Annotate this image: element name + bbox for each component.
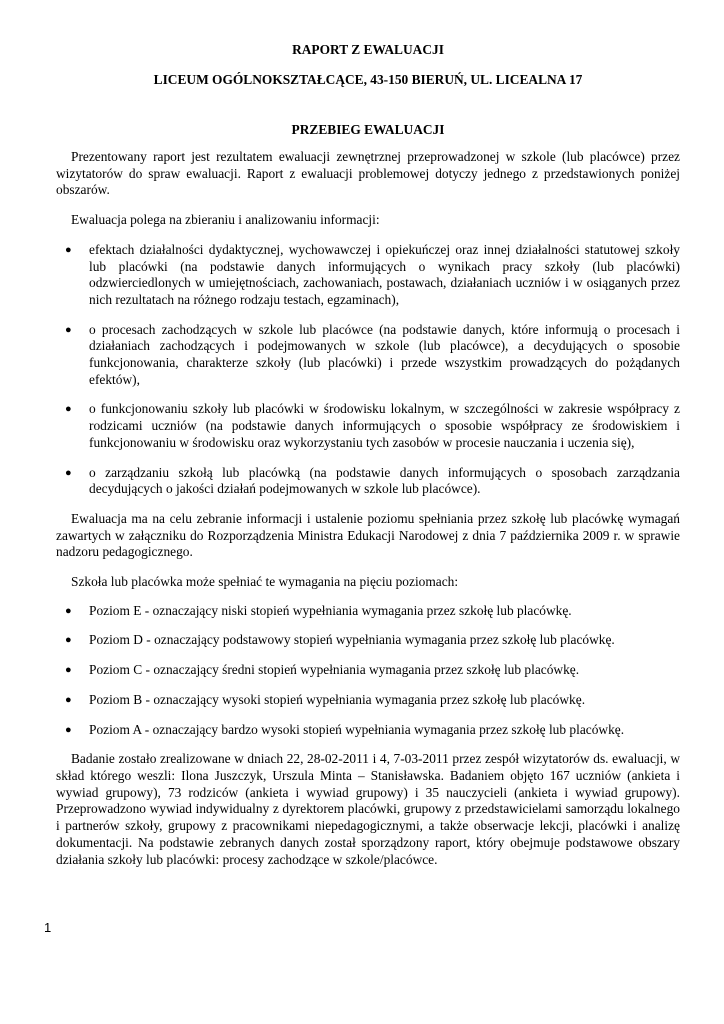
bullet-icon: ● (65, 664, 72, 677)
list-item: ● Poziom C - oznaczający średni stopień wypełniania wymagania przez szkołę lub placówkę. (65, 662, 580, 678)
study-paragraph: Badanie zostało zrealizowane w dniach 22, 28-02-2011 i 4, 7-03-2011 przez zespół wizytatorów ds. ewaluacji, w skład którego weszli: Ilona Juszczyk, Urszula Minta – Stanisławska. Badaniem objęto 167 uczniów (ankieta i wywiad grupowy), 73 rodziców (ankieta i wywiad grupowy) i 35 nauczycieli (ankieta i wywiad grupowy). Przeprowadzono wywiad indywidualny z dyrektorem placówki, grupowy z przedstawicielami samorządu lokalnego i partnerów szkoły, grupowy z pracownikami niepedagogicznymi, a także obserwacje lekcji, placówki i analizę dokumentacji. Na podstawie zebranych danych został sporządzony raport, który obejmuje podstawowe obszary działania szkoły lub placówki: procesy zachodzące w szkole/placówce. (56, 751, 680, 867)
intro-paragraph: Prezentowany raport jest rezultatem ewaluacji zewnętrznej przeprowadzonej w szkole (lub placówce) przez wizytatorów do spraw ewaluacji. Raport z ewaluacji problemowej dotyczy jednego z przedstawionych poniżej obszarów. (56, 149, 680, 198)
section-title: PRZEBIEG EWALUACJI (291, 122, 445, 137)
bullet-icon: ● (65, 723, 72, 736)
page-number: 1 (44, 920, 52, 935)
list-item: ● Poziom B - oznaczający wysoki stopień wypełniania wymagania przez szkołę lub placówkę. (65, 691, 586, 707)
levels-list (56, 603, 680, 739)
evaluation-intro-paragraph: Ewaluacja polega na zbieraniu i analizowaniu informacji: (71, 212, 380, 228)
bullet-icon: ● (65, 466, 72, 479)
levels-intro-paragraph: Szkoła lub placówka może spełniać te wymagania na pięciu poziomach: (71, 574, 459, 590)
bullet-icon: ● (65, 604, 72, 617)
list-item: ● efektach działalności dydaktycznej, wychowawczej i opiekuńczej oraz innej działalności statutowej szkoły lub placówki (na podstawie danych informujących o wynikach pracy szkoły (lub placówki) odzwierciedlonych w umiejętnościach, zachowaniach, postawach, działaniach uczniów i w osiąganych przez nich rezultatach na różnego rodzaju testach, egzaminach), (65, 241, 680, 307)
bullet-icon: ● (65, 693, 72, 706)
bullet-icon: ● (65, 634, 72, 647)
document-page (56, 38, 680, 868)
goal-paragraph: Ewaluacja ma na celu zebranie informacji i ustalenie poziomu spełniania przez szkołę lub placówkę wymagań zawartych w załączniku do Rozporządzenia Ministra Edukacji Narodowej z dnia 7 października 2009 r. w sprawie nadzoru pedagogicznego. (56, 510, 680, 560)
list-item: ● Poziom E - oznaczający niski stopień wypełniania wymagania przez szkołę lub placówkę. (65, 602, 572, 618)
bullet-icon: ● (65, 403, 72, 416)
bullet-icon: ● (65, 243, 72, 256)
school-name: LICEUM OGÓLNOKSZTAŁCĄCE, 43-150 BIERUŃ, UL. LICEALNA 17 (153, 72, 583, 87)
list-item: ● Poziom A - oznaczający bardzo wysoki stopień wypełniania wymagania przez szkołę lub placówkę. (65, 721, 625, 737)
list-item: ● o procesach zachodzących w szkole lub placówce (na podstawie danych, które informują o procesach i działaniach zachodzących i podejmowanych w szkole (lub placówce), a decydujących o sposobie funkcjonowania, charakterze szkoły (lub placówki) i przede wszystkim prowadzących do pożądanych efektów), (65, 321, 680, 387)
report-title: RAPORT Z EWALUACJI (292, 42, 444, 57)
list-item: ● Poziom D - oznaczający podstawowy stopień wypełniania wymagania przez szkołę lub placówkę. (65, 632, 615, 648)
list-item: ● o zarządzaniu szkołą lub placówką (na podstawie danych informujących o sposobach zarządzania decydujących o jakości działań podejmowanych w szkole lub placówce). (65, 464, 680, 497)
evaluation-areas-list (56, 242, 680, 498)
bullet-icon: ● (65, 323, 72, 336)
list-item: ● o funkcjonowaniu szkoły lub placówki w środowisku lokalnym, w szczególności w zakresie współpracy z rodzicami uczniów (na podstawie danych informujących o sposobie współpracy ze środowiskiem i funkcjonowaniu w środowisku oraz wykorzystaniu tych zasobów w procesie nauczania i uczenia się), (65, 401, 680, 450)
